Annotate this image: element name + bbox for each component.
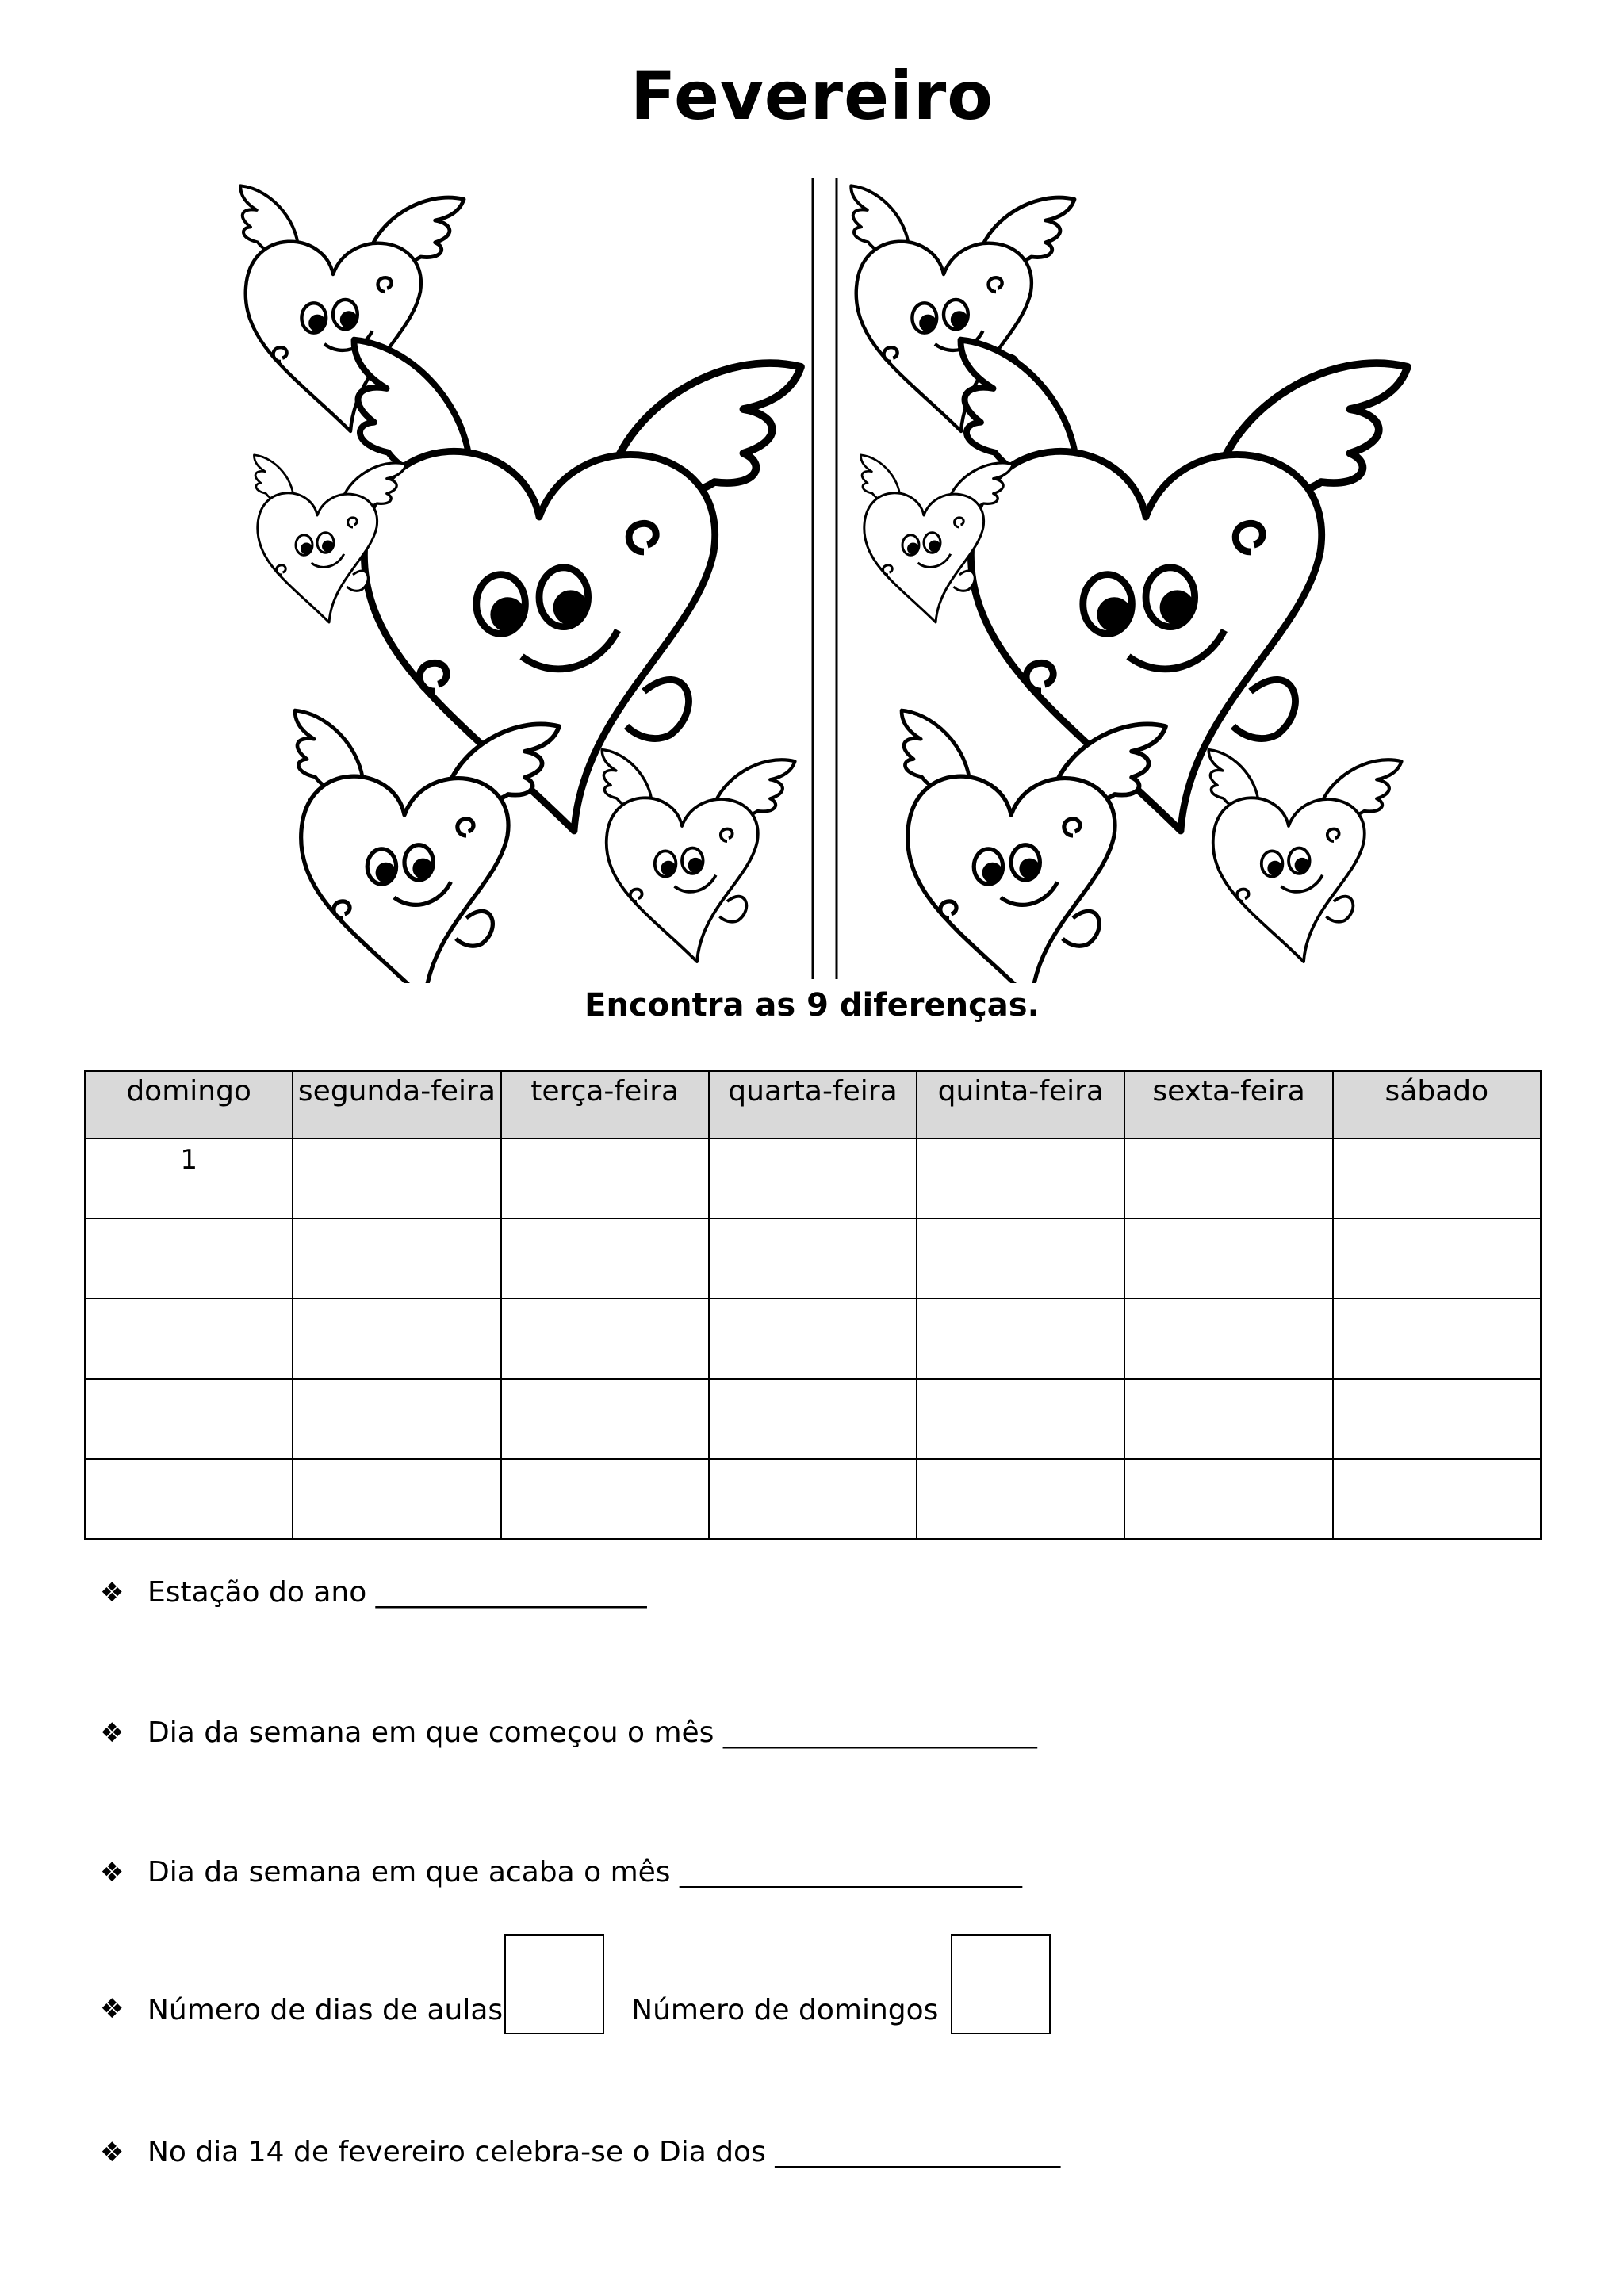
question-season [100,1576,647,1609]
day-cell[interactable] [293,1138,500,1219]
instruction-caption: Encontra as 9 diferenças. [584,987,1040,1024]
sundays-label: Número de domingos [631,1994,939,2026]
question-season-text[interactable]: Estação do ano ___________________ [147,1576,647,1609]
school-days-label: Número de dias de aulas [147,1994,504,2026]
header-quarta: quarta-feira [709,1071,917,1138]
day-cell[interactable] [85,1219,293,1299]
day-cell[interactable] [709,1299,917,1379]
question-feb14-text[interactable]: No dia 14 de fevereiro celebra-se o Dia dos ____________________ [147,2136,1061,2168]
day-cell[interactable] [1333,1219,1541,1299]
day-cell[interactable] [293,1219,500,1299]
day-cell[interactable] [917,1138,1124,1219]
calendar-week-row [85,1299,1541,1379]
bullet-icon: ❖ [100,1993,124,2025]
day-cell[interactable] [1333,1379,1541,1459]
question-start-day-text[interactable]: Dia da semana em que começou o mês ______________________ [147,1716,1037,1749]
calendar-table [84,1070,1542,1540]
day-cell[interactable] [1124,1459,1332,1539]
school-days-box[interactable] [504,1934,604,2034]
question-start-day [100,1716,1037,1749]
day-cell[interactable] [709,1138,917,1219]
header-sexta: sexta-feira [1124,1071,1332,1138]
header-segunda: segunda-feira [293,1071,500,1138]
day-cell[interactable] [1124,1138,1332,1219]
question-end-day-text[interactable]: Dia da semana em que acaba o mês ________________________ [147,1856,1023,1888]
day-cell[interactable] [1333,1299,1541,1379]
header-terca: terça-feira [501,1071,709,1138]
day-cell[interactable]: 1 [85,1138,293,1219]
day-cell[interactable] [1124,1299,1332,1379]
header-quinta: quinta-feira [917,1071,1124,1138]
header-domingo: domingo [85,1071,293,1138]
day-cell[interactable] [501,1299,709,1379]
bullet-icon: ❖ [100,1857,124,1888]
calendar-week-row [85,1219,1541,1299]
day-cell[interactable] [709,1219,917,1299]
bullet-icon: ❖ [100,1717,124,1749]
day-cell[interactable] [501,1219,709,1299]
day-cell[interactable] [85,1299,293,1379]
header-sabado: sábado [1333,1071,1541,1138]
day-cell[interactable] [501,1379,709,1459]
day-cell[interactable] [709,1379,917,1459]
sundays-box[interactable] [951,1934,1051,2034]
bullet-icon: ❖ [100,1577,124,1609]
day-cell[interactable] [1124,1379,1332,1459]
day-cell[interactable] [1333,1459,1541,1539]
spot-the-difference-illustration [230,174,1419,983]
calendar-header-row [85,1071,1541,1138]
day-cell[interactable] [917,1219,1124,1299]
day-cell[interactable] [917,1459,1124,1539]
day-cell[interactable] [293,1299,500,1379]
question-end-day [100,1856,1022,1888]
day-cell[interactable] [85,1459,293,1539]
question-counts [100,1934,1051,2034]
day-cell[interactable] [85,1379,293,1459]
day-cell[interactable] [293,1459,500,1539]
calendar-week-row [85,1138,1541,1219]
day-cell[interactable] [501,1138,709,1219]
day-cell[interactable] [293,1379,500,1459]
day-cell[interactable] [1124,1219,1332,1299]
day-cell[interactable] [709,1459,917,1539]
day-cell[interactable] [1333,1138,1541,1219]
calendar-week-row [85,1459,1541,1539]
bullet-icon: ❖ [100,2137,124,2168]
page-title: Fevereiro [630,57,994,135]
calendar-week-row [85,1379,1541,1459]
day-cell[interactable] [917,1299,1124,1379]
day-cell[interactable] [917,1379,1124,1459]
question-feb14 [100,2136,1060,2168]
day-cell[interactable] [501,1459,709,1539]
